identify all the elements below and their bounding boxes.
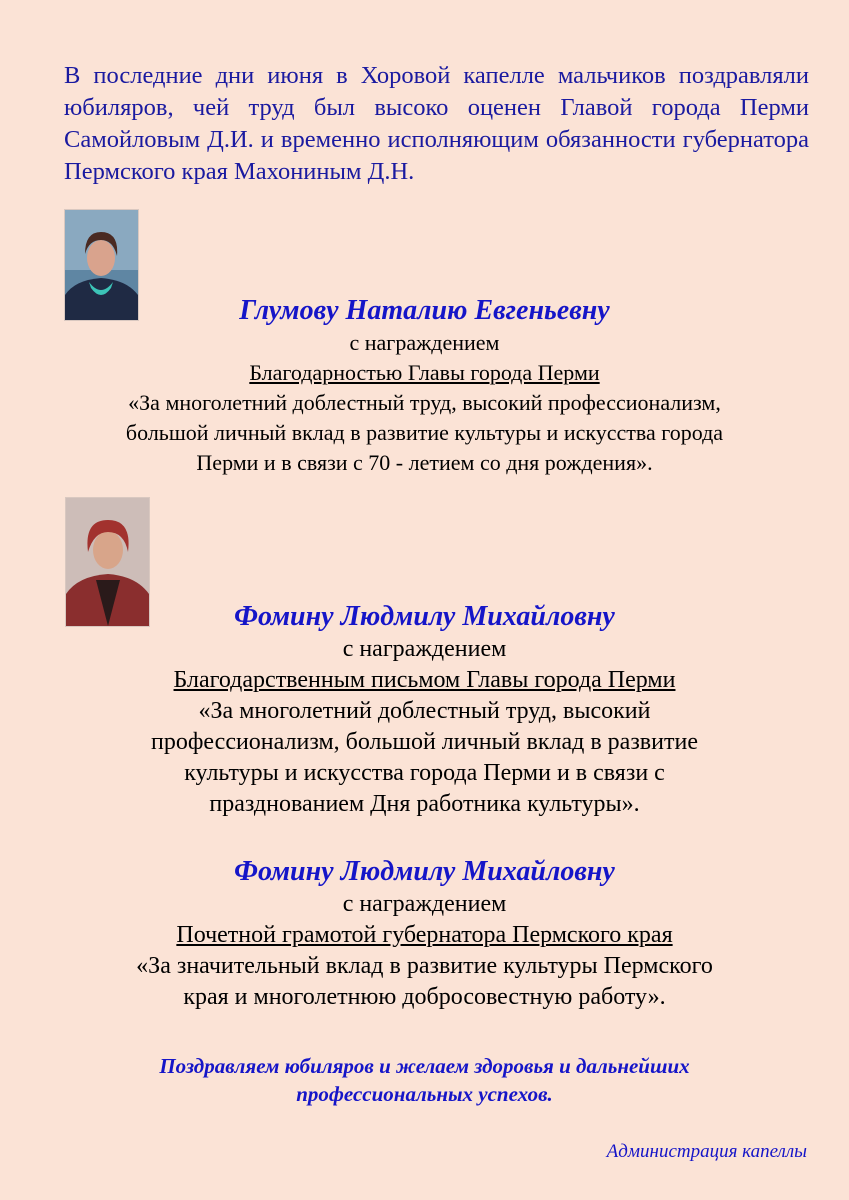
award-with-label: с награждением — [342, 636, 507, 662]
award-reason-line: культуры и искусства города Перми и в связи с — [184, 760, 665, 786]
award-block-2 — [40, 600, 809, 820]
award-with-label: с награждением — [342, 891, 507, 917]
award-reason-line: «За многолетний доблестный труд, высокий — [198, 698, 651, 724]
award-with-label: с награждением — [349, 330, 500, 355]
closing-greeting — [60, 1052, 789, 1108]
award-reason-line: «За значительный вклад в развитие культуры Пермского — [136, 953, 713, 979]
award-reason-line: профессионализм, большой личный вклад в развитие — [151, 729, 698, 755]
award-title: Благодарностью Главы города Перми — [249, 360, 600, 385]
recipient-name: Глумову Наталию Евгеньевну — [239, 295, 610, 326]
closing-line: Поздравляем юбиляров и желаем здоровья и дальнейших — [159, 1054, 690, 1078]
award-title: Почетной грамотой губернатора Пермского края — [176, 922, 673, 948]
award-reason-line: Перми и в связи с 70 - летием со дня рождения». — [196, 450, 653, 475]
award-reason-line: празднованием Дня работника культуры». — [209, 791, 640, 817]
award-block-3 — [40, 855, 809, 1013]
award-reason-line: большой личный вклад в развитие культуры и искусства города — [125, 420, 724, 445]
award-block-1 — [40, 294, 809, 478]
recipient-name: Фомину Людмилу Михайловну — [234, 856, 615, 887]
closing-line: профессиональных успехов. — [296, 1082, 553, 1106]
intro-paragraph: В последние дни июня в Хоровой капелле мальчиков поздравляли юбиляров, чей труд был высоко оценен Главой города Перми Самойловым Д.И. и временно исполняющим обязанности губернатора Пермского края Махониным Д.Н. — [64, 62, 809, 185]
recipient-name: Фомину Людмилу Михайловну — [234, 601, 615, 632]
award-reason-line: края и многолетнюю добросовестную работу». — [183, 984, 666, 1010]
award-title: Благодарственным письмом Главы города Перми — [173, 667, 676, 693]
signature: Администрация капеллы — [606, 1141, 807, 1162]
award-reason-line: «За многолетний доблестный труд, высокий профессионализм, — [128, 390, 721, 415]
